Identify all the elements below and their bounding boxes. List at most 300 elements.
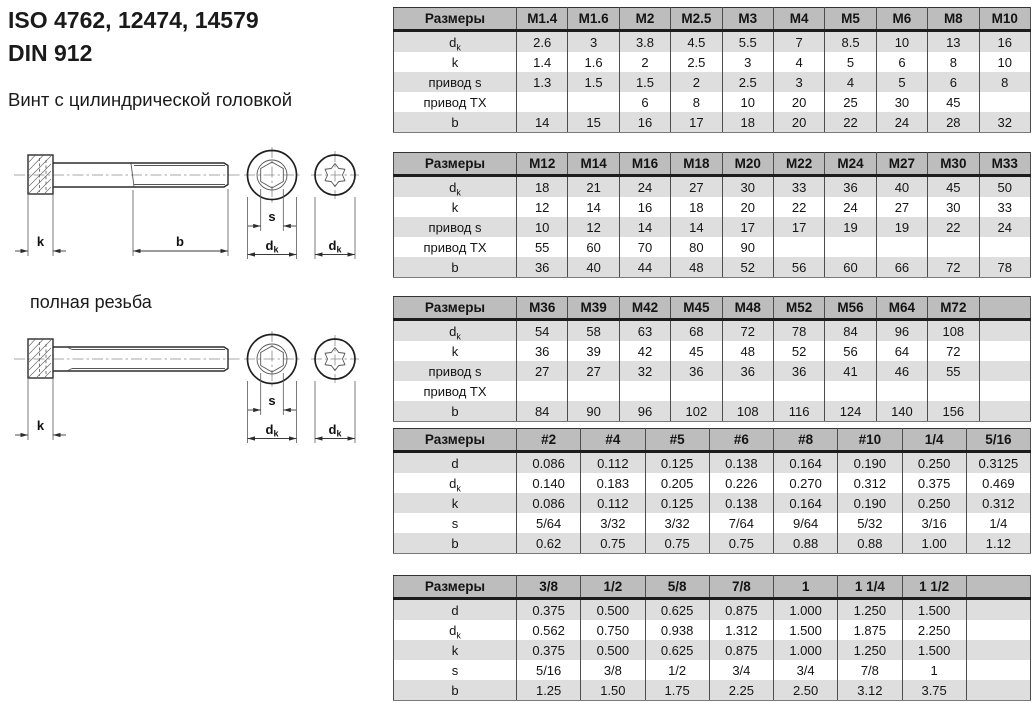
row-label: k	[394, 341, 517, 361]
cell: 0.190	[838, 452, 902, 474]
table-row	[394, 176, 1031, 198]
socket-section-hatch	[29, 340, 51, 378]
row-label: d	[394, 452, 517, 474]
cell: 40	[568, 257, 619, 278]
cell: 36	[517, 341, 568, 361]
row-label: привод s	[394, 217, 517, 237]
dimension-table	[393, 428, 1031, 554]
cell: 5/32	[838, 513, 902, 533]
cell: 30	[928, 197, 979, 217]
dimension-k	[15, 379, 66, 440]
table-row	[394, 237, 1031, 257]
size-column-header: #6	[709, 429, 773, 452]
cell: 16	[979, 31, 1030, 53]
size-column-header: M20	[722, 153, 773, 176]
torx-socket-end-view	[311, 151, 359, 199]
cell: 0.75	[581, 533, 645, 554]
cell	[979, 92, 1030, 112]
cell: 4	[825, 72, 876, 92]
cell: 54	[517, 320, 568, 342]
row-label: k	[394, 493, 517, 513]
row-label: $d_k$	[394, 473, 517, 493]
size-column-header: M2	[619, 8, 670, 31]
cell: 15	[568, 112, 619, 133]
cell: 0.500	[581, 640, 645, 660]
cell: 16	[619, 197, 670, 217]
size-column-header: M52	[773, 297, 824, 320]
cell: 33	[979, 197, 1030, 217]
cell	[966, 640, 1030, 660]
size-column-header: M33	[979, 153, 1030, 176]
cell: 0.226	[709, 473, 773, 493]
cell: 36	[517, 257, 568, 278]
cell: 8	[979, 72, 1030, 92]
cell	[979, 320, 1030, 342]
cell: 42	[619, 341, 670, 361]
cell: 32	[979, 112, 1030, 133]
screw-drawing-full-thread	[0, 328, 390, 446]
cell: 18	[671, 197, 722, 217]
cell: 0.88	[838, 533, 902, 554]
cell: 0.750	[581, 620, 645, 640]
size-column-header: #8	[774, 429, 838, 452]
cell: 20	[773, 112, 824, 133]
cell: 14	[671, 217, 722, 237]
sizes-header: Размеры	[394, 576, 517, 599]
cell: 1.500	[902, 640, 966, 660]
table-row	[394, 493, 1031, 513]
page-title	[8, 4, 259, 69]
cell: 5/64	[517, 513, 581, 533]
cell: 2.50	[774, 680, 838, 701]
cell: 52	[722, 257, 773, 278]
cell: 1.12	[966, 533, 1030, 554]
cell: 0.112	[581, 493, 645, 513]
table-row	[394, 217, 1031, 237]
cell: 1.00	[902, 533, 966, 554]
header-row	[394, 429, 1031, 452]
cell: 5	[876, 72, 927, 92]
size-column-header: 5/16	[966, 429, 1030, 452]
cell	[825, 381, 876, 401]
row-label: b	[394, 257, 517, 278]
cell	[568, 381, 619, 401]
table-row	[394, 381, 1031, 401]
cell: 3/4	[774, 660, 838, 680]
cell: 0.164	[774, 493, 838, 513]
cell: 0.375	[902, 473, 966, 493]
cell: 56	[773, 257, 824, 278]
cell: 1.500	[902, 599, 966, 621]
cell: 17	[722, 217, 773, 237]
cell: 1.25	[517, 680, 581, 701]
cell: 0.250	[902, 452, 966, 474]
hex-socket-end-view	[244, 147, 300, 203]
dimension-dk-hex	[248, 197, 297, 259]
cell: 36	[722, 361, 773, 381]
cell: 84	[825, 320, 876, 342]
cell: 0.875	[709, 640, 773, 660]
cell: 40	[876, 176, 927, 198]
table-metric-medium	[393, 152, 1031, 278]
cell: 22	[825, 112, 876, 133]
cell: 0.469	[966, 473, 1030, 493]
cell: 20	[722, 197, 773, 217]
cell: 27	[517, 361, 568, 381]
cell: 56	[825, 341, 876, 361]
cell: 1.875	[838, 620, 902, 640]
dimension-b	[133, 189, 228, 256]
size-column-header: #10	[838, 429, 902, 452]
cell: 30	[876, 92, 927, 112]
size-column-header: M14	[568, 153, 619, 176]
cell: 60	[825, 257, 876, 278]
cell: 17	[671, 112, 722, 133]
cell	[979, 361, 1030, 381]
cell	[966, 660, 1030, 680]
cell: 124	[825, 401, 876, 422]
cell: 1.5	[619, 72, 670, 92]
size-column-header: 1 1/4	[838, 576, 902, 599]
header-row	[394, 576, 1031, 599]
cell: 0.312	[838, 473, 902, 493]
tables-panel	[393, 0, 1031, 703]
size-column-header: M1.4	[517, 8, 568, 31]
cell: 0.190	[838, 493, 902, 513]
cell: 0.250	[902, 493, 966, 513]
table-row	[394, 257, 1031, 278]
dim-label-s: s	[268, 209, 276, 224]
cell: 1.50	[581, 680, 645, 701]
dim-label-dk: dk	[265, 422, 279, 439]
cell: 7	[773, 31, 824, 53]
row-label: s	[394, 513, 517, 533]
cell: 2.250	[902, 620, 966, 640]
cell: 108	[928, 320, 979, 342]
cell: 0.3125	[966, 452, 1030, 474]
subtitle: Винт с цилиндрической головкой	[8, 89, 293, 110]
table-row	[394, 197, 1031, 217]
cell: 0.75	[645, 533, 709, 554]
cell	[517, 381, 568, 401]
table-row	[394, 620, 1031, 640]
cell	[928, 237, 979, 257]
cell: 44	[619, 257, 670, 278]
row-label: привод s	[394, 361, 517, 381]
cell: 24	[825, 197, 876, 217]
cell: 0.140	[517, 473, 581, 493]
cell: 10	[722, 92, 773, 112]
cell: 0.375	[517, 599, 581, 621]
size-column-header: M3	[722, 8, 773, 31]
cell	[773, 381, 824, 401]
cell: 70	[619, 237, 670, 257]
cell: 7/8	[838, 660, 902, 680]
row-label: s	[394, 660, 517, 680]
din-number: DIN 912	[8, 39, 93, 66]
cell: 30	[722, 176, 773, 198]
dim-label-dk: dk	[328, 238, 342, 255]
cell: 14	[568, 197, 619, 217]
size-column-header: M64	[876, 297, 927, 320]
cell: 5/16	[517, 660, 581, 680]
dimension-table	[393, 152, 1031, 278]
row-label: k	[394, 640, 517, 660]
cell: 18	[517, 176, 568, 198]
cell: 24	[876, 112, 927, 133]
cell: 1.000	[774, 599, 838, 621]
cell: 8.5	[825, 31, 876, 53]
table-row	[394, 341, 1031, 361]
cell: 78	[979, 257, 1030, 278]
cell: 0.112	[581, 452, 645, 474]
size-column-header: M2.5	[671, 8, 722, 31]
cell: 1.500	[774, 620, 838, 640]
table-metric-large	[393, 296, 1031, 422]
row-label: b	[394, 533, 517, 554]
cell: 108	[722, 401, 773, 422]
size-column-header: M45	[671, 297, 722, 320]
cell: 14	[517, 112, 568, 133]
cell: 90	[722, 237, 773, 257]
size-column-header: 3/8	[517, 576, 581, 599]
cell: 27	[671, 176, 722, 198]
full-thread-label: полная резьба	[30, 292, 152, 312]
size-column-header	[979, 297, 1030, 320]
cell: 0.164	[774, 452, 838, 474]
table-metric-small	[393, 7, 1031, 133]
table-row	[394, 640, 1031, 660]
dim-label-dk: dk	[265, 238, 279, 255]
row-label: привод TX	[394, 92, 517, 112]
size-column-header: M8	[928, 8, 979, 31]
size-column-header: 1	[774, 576, 838, 599]
cell: 140	[876, 401, 927, 422]
cell: 9/64	[774, 513, 838, 533]
cell: 3	[568, 31, 619, 53]
size-column-header: M22	[773, 153, 824, 176]
size-column-header: M56	[825, 297, 876, 320]
cell: 0.125	[645, 452, 709, 474]
cell: 0.625	[645, 599, 709, 621]
cell: 1.000	[774, 640, 838, 660]
dimension-dk-torx	[315, 381, 355, 443]
cell: 90	[568, 401, 619, 422]
cell: 1/4	[966, 513, 1030, 533]
row-label: $d_k$	[394, 620, 517, 640]
size-column-header: #4	[581, 429, 645, 452]
cell	[928, 381, 979, 401]
cell: 33	[773, 176, 824, 198]
dim-label-k: k	[36, 418, 45, 433]
cell: 27	[876, 197, 927, 217]
cell: 20	[773, 92, 824, 112]
cell: 46	[876, 361, 927, 381]
size-column-header: M16	[619, 153, 670, 176]
header-row	[394, 297, 1031, 320]
table-row	[394, 473, 1031, 493]
size-column-header: M12	[517, 153, 568, 176]
cell: 50	[979, 176, 1030, 198]
table-row	[394, 320, 1031, 342]
cell: 78	[773, 320, 824, 342]
row-label: $d_k$	[394, 31, 517, 53]
cell: 64	[876, 341, 927, 361]
cell: 3.75	[902, 680, 966, 701]
size-column-header: M10	[979, 8, 1030, 31]
cell: 2.5	[722, 72, 773, 92]
cell: 8	[671, 92, 722, 112]
cell: 19	[825, 217, 876, 237]
cell: 0.625	[645, 640, 709, 660]
cell: 102	[671, 401, 722, 422]
dim-label-k: k	[36, 234, 45, 249]
cell	[773, 237, 824, 257]
cell: 25	[825, 92, 876, 112]
cell: 22	[928, 217, 979, 237]
cell: 36	[825, 176, 876, 198]
cell: 5.5	[722, 31, 773, 53]
cell	[979, 341, 1030, 361]
cell: 80	[671, 237, 722, 257]
cell: 6	[619, 92, 670, 112]
table-row	[394, 112, 1031, 133]
cell: 0.62	[517, 533, 581, 554]
row-label: $d_k$	[394, 176, 517, 198]
row-label: привод s	[394, 72, 517, 92]
cell: 36	[773, 361, 824, 381]
cell: 96	[619, 401, 670, 422]
cell: 16	[619, 112, 670, 133]
cell	[876, 237, 927, 257]
cell	[979, 381, 1030, 401]
sizes-header: Размеры	[394, 8, 517, 31]
table-row	[394, 660, 1031, 680]
table-row	[394, 533, 1031, 554]
size-column-header: 5/8	[645, 576, 709, 599]
cell: 66	[876, 257, 927, 278]
cell	[825, 237, 876, 257]
cell: 1.3	[517, 72, 568, 92]
table-imperial-small	[393, 428, 1031, 554]
cell	[517, 92, 568, 112]
size-column-header: 1 1/2	[902, 576, 966, 599]
cell: 10	[876, 31, 927, 53]
size-column-header: 7/8	[709, 576, 773, 599]
cell	[979, 237, 1030, 257]
cell	[966, 620, 1030, 640]
cell: 45	[928, 176, 979, 198]
row-label: k	[394, 197, 517, 217]
size-column-header: M5	[825, 8, 876, 31]
cell: 12	[517, 197, 568, 217]
size-column-header: #5	[645, 429, 709, 452]
cell: 1.5	[568, 72, 619, 92]
dimension-table	[393, 575, 1031, 701]
cell: 58	[568, 320, 619, 342]
cell: 0.312	[966, 493, 1030, 513]
cell: 12	[568, 217, 619, 237]
cell: 4.5	[671, 31, 722, 53]
size-column-header: M27	[876, 153, 927, 176]
cell: 14	[619, 217, 670, 237]
left-panel	[0, 0, 392, 703]
screw-side-view	[14, 339, 240, 378]
standard-numbers: ISO 4762, 12474, 14579	[8, 7, 259, 33]
cell: 19	[876, 217, 927, 237]
cell: 2	[619, 52, 670, 72]
table-row	[394, 680, 1031, 701]
cell: 39	[568, 341, 619, 361]
header-row	[394, 8, 1031, 31]
table-row	[394, 52, 1031, 72]
cell: 22	[773, 197, 824, 217]
torx-socket-end-view	[311, 335, 359, 383]
cell: 3/32	[645, 513, 709, 533]
table-row	[394, 452, 1031, 474]
cell: 60	[568, 237, 619, 257]
screw-drawing-partial-thread	[0, 145, 390, 263]
row-label: привод TX	[394, 237, 517, 257]
cell: 0.938	[645, 620, 709, 640]
cell: 0.125	[645, 493, 709, 513]
cell: 10	[979, 52, 1030, 72]
size-column-header: M72	[928, 297, 979, 320]
cell: 0.270	[774, 473, 838, 493]
cell	[966, 680, 1030, 701]
cell: 4	[773, 52, 824, 72]
table-row	[394, 31, 1031, 53]
size-column-header: M4	[773, 8, 824, 31]
cell: 84	[517, 401, 568, 422]
cell: 45	[671, 341, 722, 361]
size-column-header: #2	[517, 429, 581, 452]
size-column-header: M39	[568, 297, 619, 320]
dimension-table	[393, 296, 1031, 422]
cell: 3.12	[838, 680, 902, 701]
size-column-header: 1/2	[581, 576, 645, 599]
cell: 72	[722, 320, 773, 342]
row-label: b	[394, 401, 517, 422]
size-column-header: 1/4	[902, 429, 966, 452]
cell: 68	[671, 320, 722, 342]
cell: 3/4	[709, 660, 773, 680]
socket-section-hatch	[29, 156, 51, 194]
cell	[619, 381, 670, 401]
cell: 156	[928, 401, 979, 422]
cell: 13	[928, 31, 979, 53]
row-label: $d_k$	[394, 320, 517, 342]
cell: 1	[902, 660, 966, 680]
cell: 72	[928, 341, 979, 361]
cell: 55	[928, 361, 979, 381]
cell: 1.250	[838, 599, 902, 621]
cell: 1.250	[838, 640, 902, 660]
cell: 0.086	[517, 493, 581, 513]
row-label: d	[394, 599, 517, 621]
cell: 48	[671, 257, 722, 278]
cell: 0.086	[517, 452, 581, 474]
size-column-header: M30	[928, 153, 979, 176]
cell: 5	[825, 52, 876, 72]
cell: 0.88	[774, 533, 838, 554]
cell: 0.875	[709, 599, 773, 621]
size-column-header: M42	[619, 297, 670, 320]
cell: 0.183	[581, 473, 645, 493]
size-column-header: M48	[722, 297, 773, 320]
cell: 17	[773, 217, 824, 237]
table-row	[394, 401, 1031, 422]
